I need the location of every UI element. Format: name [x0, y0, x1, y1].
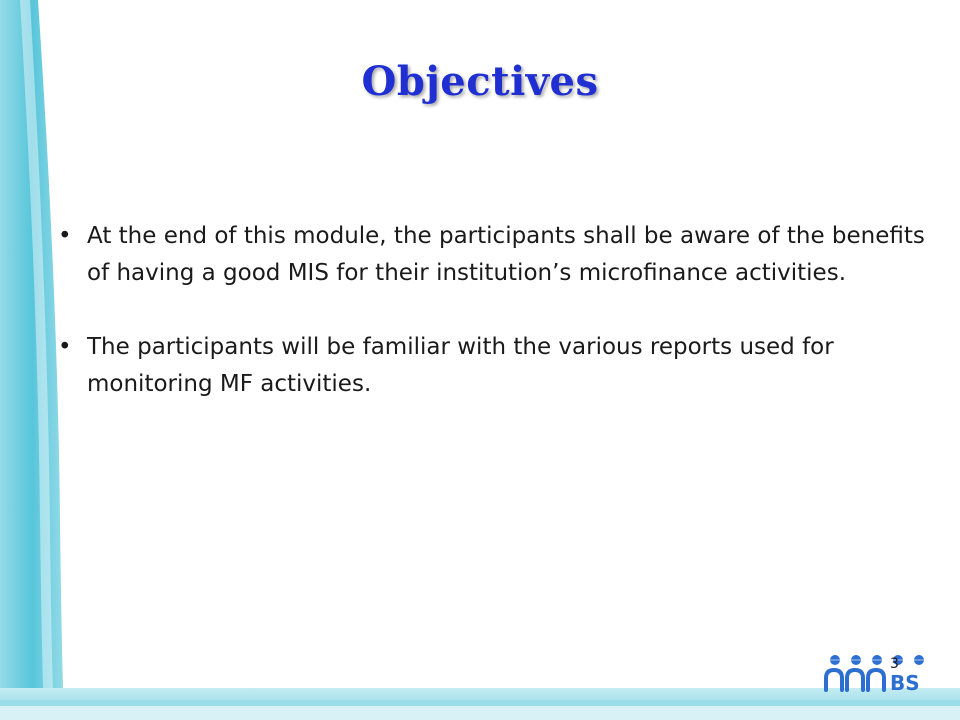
bullet-text: The participants will be familiar with the various reports used for monitoring MF activities. — [87, 334, 834, 397]
bullet-item — [52, 329, 932, 403]
bottom-accent-shadow — [0, 706, 960, 720]
slide-title: Objectives — [361, 58, 599, 105]
svg-text:BS: BS — [890, 671, 920, 694]
logo-lettering — [826, 670, 884, 690]
bullet-text: At the end of this module, the participants shall be aware of the benefits of having a good MIS for their institution’s microfinance activities. — [87, 223, 925, 286]
bullet-icon: • — [58, 223, 72, 249]
institution-logo-icon — [820, 654, 940, 694]
bottom-accent-line — [0, 700, 960, 706]
bullet-item — [52, 218, 932, 292]
bullet-list — [52, 218, 932, 440]
bullet-icon: • — [58, 334, 72, 360]
page-number: 3 — [890, 656, 899, 672]
